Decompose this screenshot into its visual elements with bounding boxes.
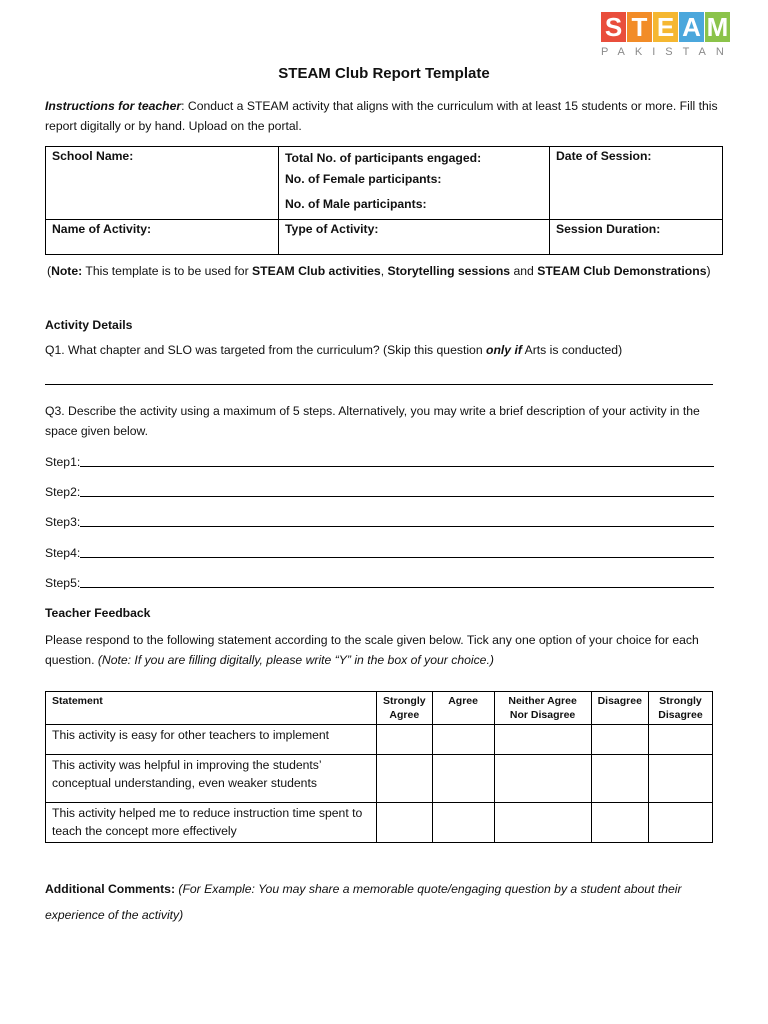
name-of-activity-cell[interactable]: [46, 220, 279, 255]
column-header-neither: Neither Agree Nor Disagree: [494, 692, 591, 725]
additional-comments-hint: (For Example: You may share a memorable quote/engaging question by a student about their experience of the activity): [45, 882, 682, 922]
total-participants-label: Total No. of participants engaged:: [285, 151, 482, 165]
note-text-3: and: [510, 264, 538, 278]
choice-box[interactable]: [494, 803, 591, 843]
female-participants-label: No. of Female participants:: [285, 172, 442, 186]
date-of-session-label: Date of Session:: [556, 149, 652, 163]
question-1: [45, 341, 725, 361]
step-label: Step1:: [45, 455, 81, 469]
choice-box[interactable]: [591, 803, 648, 843]
additional-comments-label: Additional Comments:: [45, 882, 175, 896]
note-text-2: ,: [380, 264, 388, 278]
column-header-disagree: Disagree: [591, 692, 648, 725]
logo-letter: E: [653, 12, 678, 42]
choice-box[interactable]: [648, 725, 712, 755]
step-label: Step2:: [45, 485, 81, 499]
choice-box[interactable]: [377, 755, 433, 803]
note-label: Note:: [51, 264, 83, 278]
logo-letter: T: [627, 12, 652, 42]
answer-line: [80, 466, 714, 467]
choice-box[interactable]: [494, 755, 591, 803]
session-duration-label: Session Duration:: [556, 222, 661, 236]
statement-cell: This activity is easy for other teachers to implement: [46, 725, 377, 755]
q1-answer-line[interactable]: [45, 371, 713, 387]
session-duration-cell[interactable]: [550, 220, 723, 255]
steam-pakistan-logo: [601, 12, 735, 60]
question-3: Q3. Describe the activity using a maximum of 5 steps. Alternatively, you may write a brief description of your activity in the space given below.: [45, 404, 700, 438]
q1-text-post: Arts is conducted): [521, 343, 623, 357]
choice-box[interactable]: [432, 725, 494, 755]
answer-line: [80, 587, 714, 588]
logo-letter: M: [706, 12, 729, 42]
answer-line: [80, 526, 714, 527]
usage-note: [47, 262, 747, 282]
feedback-scale-table: [45, 691, 713, 843]
date-of-session-cell[interactable]: [550, 147, 723, 220]
choice-box[interactable]: [377, 803, 433, 843]
statement-cell: This activity was helpful in improving the students’ conceptual understanding, even weaker students: [46, 755, 377, 803]
school-name-cell[interactable]: [46, 147, 279, 220]
answer-line: [80, 557, 714, 558]
choice-box[interactable]: [591, 725, 648, 755]
feedback-intro-text: Please respond to the following statement according to the scale given below. Tick any one option of your choice for each question.: [45, 633, 699, 667]
feedback-intro: [45, 631, 735, 670]
choice-box[interactable]: [432, 755, 494, 803]
answer-line: [45, 384, 713, 385]
type-of-activity-cell[interactable]: [279, 220, 550, 255]
column-header-strongly-disagree: Strongly Disagree: [648, 692, 712, 725]
male-participants-label: No. of Male participants:: [285, 197, 427, 211]
choice-box[interactable]: [377, 725, 433, 755]
instructions-paragraph: [45, 97, 725, 136]
choice-box[interactable]: [591, 755, 648, 803]
statement-cell: This activity helped me to reduce instruction time spent to teach the concept more effectively: [46, 803, 377, 843]
step-label: Step5:: [45, 576, 81, 590]
step-2-row[interactable]: [45, 483, 714, 499]
instructions-text: : Conduct a STEAM activity that aligns with the curriculum with at least 15 students or more. Fill this report digitally or by hand. Upload on the portal.: [45, 99, 718, 133]
step-5-row[interactable]: [45, 574, 714, 590]
column-header-statement: Statement: [46, 692, 377, 725]
choice-box[interactable]: [432, 803, 494, 843]
note-bold-3: STEAM Club Demonstrations: [537, 264, 707, 278]
additional-comments: [45, 876, 725, 928]
logo-subtitle: PAKISTAN: [601, 46, 734, 58]
step-label: Step3:: [45, 515, 81, 529]
column-header-strongly-agree: Strongly Agree: [377, 692, 433, 725]
note-open: (: [47, 264, 52, 278]
note-bold-2: Storytelling sessions: [387, 264, 511, 278]
note-bold-1: STEAM Club activities: [252, 264, 381, 278]
table-row: [46, 755, 713, 803]
table-row: [46, 725, 713, 755]
answer-line: [80, 496, 714, 497]
q1-emphasis: only if: [486, 343, 522, 357]
page-title: STEAM Club Report Template: [278, 65, 490, 82]
choice-box[interactable]: [494, 725, 591, 755]
choice-box[interactable]: [648, 755, 712, 803]
session-info-table: [45, 146, 723, 255]
school-name-label: School Name:: [52, 149, 134, 163]
type-of-activity-label: Type of Activity:: [285, 222, 379, 236]
participants-cell[interactable]: [279, 147, 550, 220]
logo-wordmark: [601, 12, 735, 42]
teacher-feedback-heading: Teacher Feedback: [45, 606, 151, 620]
step-4-row[interactable]: [45, 544, 714, 560]
logo-letter: S: [601, 12, 626, 42]
feedback-intro-note: (Note: If you are filling digitally, please write “Y” in the box of your choice.): [97, 652, 494, 667]
name-of-activity-label: Name of Activity:: [52, 222, 152, 236]
table-row: [46, 803, 713, 843]
instructions-label: Instructions for teacher: [45, 99, 182, 113]
logo-letter: A: [679, 12, 704, 42]
column-header-agree: Agree: [432, 692, 494, 725]
note-close: ): [706, 264, 711, 278]
note-text-1: This template is to be used for: [82, 264, 253, 278]
activity-details-heading: Activity Details: [45, 318, 133, 332]
step-3-row[interactable]: [45, 513, 714, 529]
choice-box[interactable]: [648, 803, 712, 843]
step-label: Step4:: [45, 546, 81, 560]
q1-text-pre: Q1. What chapter and SLO was targeted from the curriculum? (Skip this question: [45, 343, 486, 357]
step-1-row[interactable]: [45, 453, 714, 469]
